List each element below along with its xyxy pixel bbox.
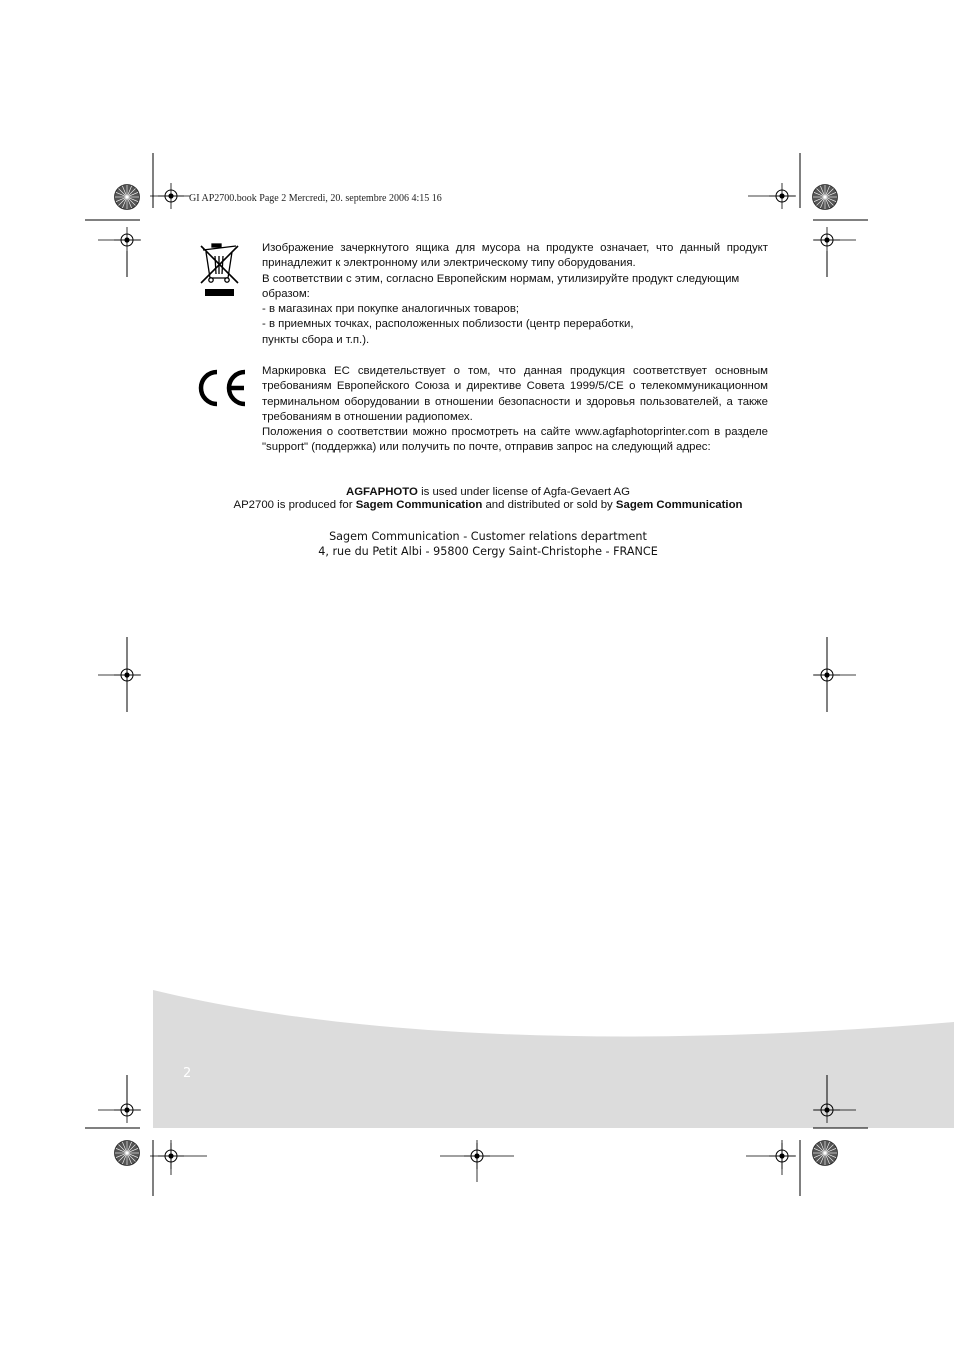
page-number: 2 [183, 1066, 192, 1081]
ce-paragraph-2: Положения о соответствии можно просмотреть на сайте www.agfaphotoprinter.com в разделе "support" (поддержка) или получить по почте, отправив запрос на следующий адрес: [262, 426, 768, 454]
license-line [160, 486, 816, 499]
country: FRANCE [613, 544, 658, 558]
crossed-out-bin-icon [201, 244, 238, 296]
producer-name: Sagem Communication [355, 499, 483, 511]
license-text: is used under license of Agfa-Gevaert AG [417, 486, 631, 498]
weee-line: Изображение зачеркнутого ящика для мусора на продукте означает, что данный продукт принадлежит к электронному или электрическому типу оборудования. [262, 242, 768, 270]
contact-address [160, 530, 816, 559]
address-line-2 [160, 545, 816, 560]
footer-band [153, 990, 954, 1128]
ce-mark-icon [201, 372, 245, 404]
street: 4, rue du Petit Albi - 95800 Cergy Saint-Christophe - [318, 544, 614, 558]
file-info-header: GI AP2700.book Page 2 Mercredi, 20. septembre 2006 4:15 16 [189, 193, 442, 204]
weee-line: В соответствии с этим, согласно Европейским нормам, утилизируйте продукт следующим образом: [262, 272, 740, 300]
starburst-target-icon [115, 185, 140, 210]
distribution-text: and distributed or sold by [482, 499, 616, 511]
company-name: Sagem Communication [329, 530, 460, 543]
weee-line: - в приемных точках, расположенных поблизости (центр переработки, пункты сбора и т.п.). [262, 318, 634, 346]
department: - Customer relations department [459, 530, 647, 543]
production-line [160, 499, 816, 512]
brand-name: AGFAPHOTO [345, 486, 418, 498]
weee-line: - в магазинах при покупке аналогичных товаров; [262, 303, 520, 316]
weee-notice [262, 241, 768, 348]
ce-paragraph-1: Маркировка ЕС свидетельствует о том, что данная продукция соответствует основным требованиям Европейского Союза и директиве Совета 1999/5/CE о телекоммуникационном терминальном оборудовании в отношении безопасности и здоровья пользователей, а также требованиям в отношении радиопомех. [262, 365, 768, 423]
starburst-target-icon [813, 185, 838, 210]
starburst-target-icon [813, 1141, 838, 1166]
starburst-target-icon [115, 1141, 140, 1166]
ce-notice [262, 364, 768, 456]
product-prefix: AP2700 is produced for [233, 499, 356, 511]
distributor-name: Sagem Communication [615, 499, 743, 511]
address-line-1 [160, 530, 816, 545]
